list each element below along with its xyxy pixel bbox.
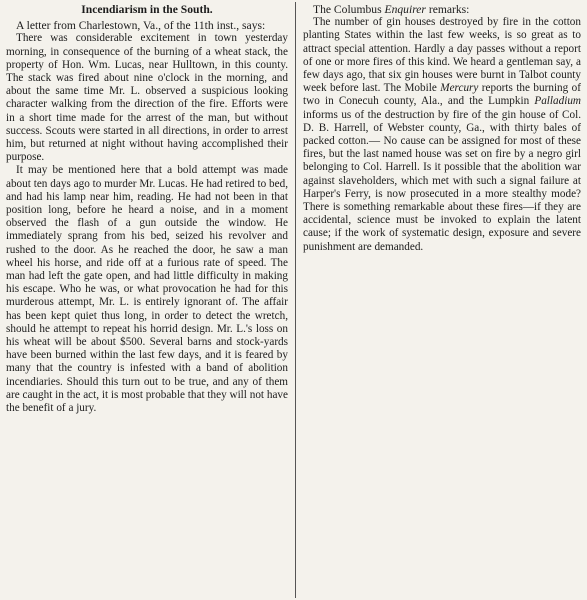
article-headline: Incendiarism in the South. (81, 3, 213, 16)
right-paragraph-part-b: reports the burning of two in Conecuh county, Ala., and the Lumpkin (303, 82, 581, 108)
article-paragraph-1: There was considerable excitement in town yesterday morning, in consequence of the burning of a wheat stack, the property of Hon. Wm. Lucas, near Hulltown, in this county. The stack was fired about nine o'clock in the morning, and about the same time Mr. L. observed a suspicious looking character walking from the direction of the fire. Efforts were in a short time made for the arrest of the man, but without success. Scouts were started in all directions, in order to arrest him, but returned at night without having accomplished their purpose. (6, 32, 288, 164)
column-divider (295, 2, 296, 598)
right-intro (303, 3, 581, 16)
right-paragraph (303, 16, 581, 254)
right-paragraph-part-c: informs us of the destruction by fire of the gin house of Col. D. B. Harrell, of Webster county, Ga., with thirty bales of packed cotton.— No cause can be assigned for most of these fires, but the last named house was set on fire by a negro girl belonging to Col. Harrell. Is it possible that the abolition war against slaveholders, which met with such a signal failure at Harper's Ferry, is now prosecuted in a more stealthy mode? There is something remarkable about these fires—if they are accidental, science must be invoked to explain the latent cause; if the work of systematic design, exposure and severe punishment are demanded. (303, 108, 581, 253)
right-column (303, 0, 581, 254)
right-intro-post: remarks: (425, 3, 470, 16)
right-paragraph-part-a: The number of gin houses destroyed by fire in the cotton planting States within the last few weeks, is so great as to attract special attention. Hardly a day passes without a report of one or more fires of this kind. We heard a gentleman say, a few days ago, that six gin houses were burnt in Talbot county week before last. The Mobile (303, 16, 581, 95)
mercury-paper-name: Mercury (440, 82, 479, 95)
palladium-paper-name: Palladium (534, 95, 581, 108)
left-column (6, 0, 288, 415)
article-paragraph-2: It may be mentioned here that a bold attempt was made about ten days ago to murder Mr. Lucas. He had retired to bed, and had his lamp near him, reading. He had not been in that position long, before he heard a noise, and in a moment observed the flash of a gun outside the window. He immediately sprang from his bed, seized his revolver and rushed to the door. As he reached the door, he saw a man wheel his horse, and ride off at a furious rate of speed. The man had left the gate open, and had little difficulty in making his escape. Who he was, or what provocation he had for this murderous attempt, Mr. L. is entirely ignorant of. The affair has been kept quiet thus long, in order to detect the wretch, should he attempt to repeat his horrid design. Mr. L.'s loss on his wheat will be about $500. Several barns and stock-yards have been burned within the last few days, and it is feared by many that the country is infested with a band of abolition incendiaries. Should this turn out to be true, and any of them are caught in the act, it is most probable that they will not have the benefit of a jury. (6, 164, 288, 415)
enquirer-paper-name: Enquirer (384, 3, 426, 16)
article-intro: A letter from Charlestown, Va., of the 11th inst., says: (16, 19, 266, 33)
right-intro-pre: The Columbus (313, 3, 385, 16)
